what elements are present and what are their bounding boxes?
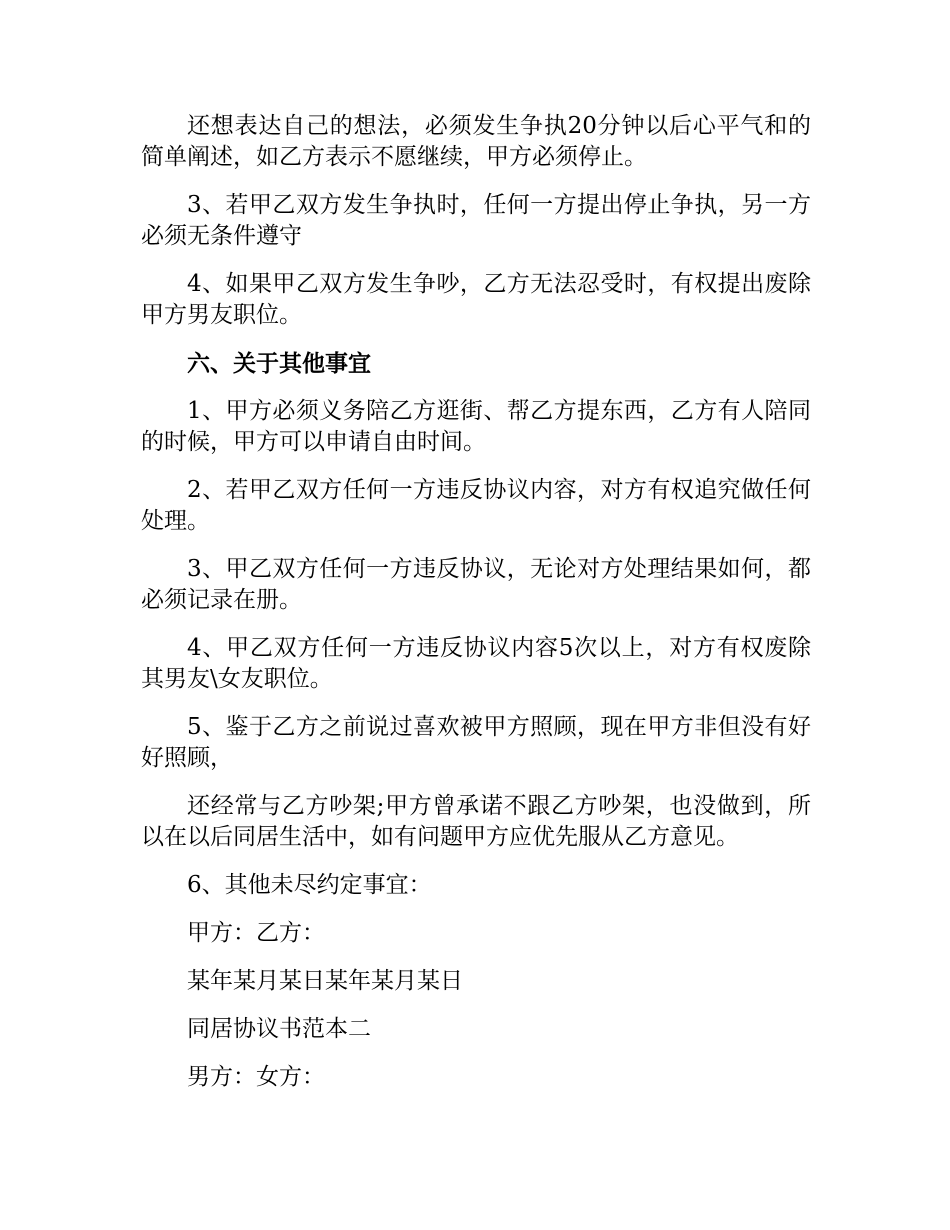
signature-parties: 甲方：乙方： — [187, 920, 325, 946]
paragraph-continuation: 还想表达自己的想法，必须发生争执20分钟以后心平气和的简单阐述，如乙方表示不愿继续，甲方必须停止。 — [141, 113, 811, 170]
paragraph-item-5-continued: 还经常与乙方吵架;甲方曾承诺不跟乙方吵架，也没做到，所以在以后同居生活中，如有问题甲方应优先服从乙方意见。 — [141, 793, 811, 850]
document-body — [141, 111, 811, 1110]
paragraph-item-1: 1、甲方必须义务陪乙方逛街、帮乙方提东西，乙方有人陪同的时候，甲方可以申请自由时间。 — [141, 398, 811, 455]
paragraph-item-3: 3、甲乙双方任何一方违反协议，无论对方处理结果如何，都必须记录在册。 — [141, 556, 811, 613]
paragraph-item-5: 5、鉴于乙方之前说过喜欢被甲方照顾，现在甲方非但没有好好照顾， — [141, 714, 811, 771]
signature-dates: 某年某月某日某年某月某日 — [187, 968, 463, 994]
paragraph-clause-4: 4、如果甲乙双方发生争吵，乙方无法忍受时，有权提出废除甲方男友职位。 — [141, 271, 811, 328]
paragraph-item-4: 4、甲乙双方任何一方违反协议内容5次以上，对方有权废除其男友\女友职位。 — [141, 635, 811, 692]
party-labels: 男方：女方： — [187, 1064, 325, 1090]
paragraph-item-2: 2、若甲乙双方任何一方违反协议内容，对方有权追究做任何处理。 — [141, 477, 811, 534]
template-title: 同居协议书范本二 — [187, 1016, 371, 1042]
paragraph-clause-3: 3、若甲乙双方发生争执时，任何一方提出停止争执，另一方必须无条件遵守 — [141, 192, 811, 249]
section-heading: 六、关于其他事宜 — [187, 350, 371, 377]
paragraph-item-6: 6、其他未尽约定事宜： — [187, 872, 432, 898]
